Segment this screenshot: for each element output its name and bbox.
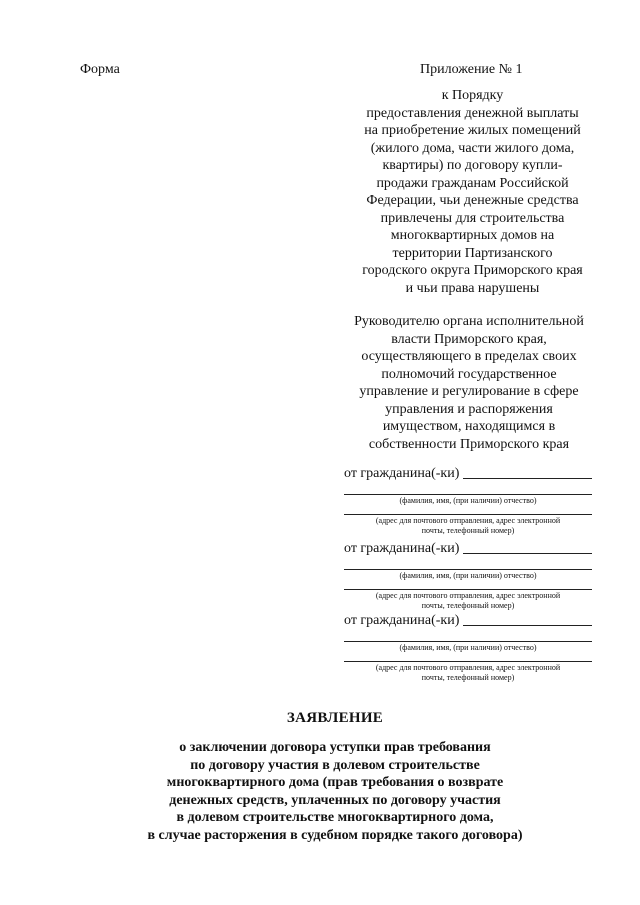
addressee-line: имуществом, находящимся в [382, 419, 556, 434]
appendix-line: предоставления денежной выплаты [366, 105, 579, 121]
address-caption-line: (адрес для почтового отправления, адрес электронной [375, 663, 561, 672]
subject-line: о заключении договора уступки прав требования [179, 740, 491, 755]
appendix-line: Федерации, чьи денежные средства [366, 193, 579, 208]
applicant-name-field-short[interactable] [463, 553, 592, 554]
appendix-line: многоквартирных домов на [390, 228, 555, 243]
address-caption-line: (адрес для почтового отправления, адрес электронной [375, 591, 561, 600]
applicant-address-field[interactable] [344, 506, 592, 515]
addressee-line: управление и регулирование в сфере [359, 384, 579, 399]
applicant-name-caption: (фамилия, имя, (при наличии) отчество) [399, 643, 537, 652]
form-label: Форма [80, 62, 120, 77]
addressee-block [340, 313, 598, 453]
address-caption-line: почты, телефонный номер) [421, 673, 515, 682]
appendix-line: продажи гражданам Российской [376, 175, 569, 191]
appendix-line: к Порядку [441, 88, 504, 103]
appendix-line: привлечены для строительства [380, 210, 565, 226]
applicant-name-caption: (фамилия, имя, (при наличии) отчество) [399, 496, 537, 505]
applicant-block [344, 609, 592, 683]
applicant-block [344, 537, 592, 611]
address-caption-line: (адрес для почтового отправления, адрес электронной [375, 516, 561, 525]
addressee-line: управления и распоряжения [385, 401, 553, 417]
applicant-from-label: от гражданина(-ки) [344, 613, 460, 628]
address-caption-line: почты, телефонный номер) [421, 601, 515, 610]
appendix-line: квартиры) по договору купли- [382, 158, 563, 173]
applicant-address-field[interactable] [344, 653, 592, 662]
appendix-line: (жилого дома, части жилого дома, [370, 140, 575, 156]
subject-line: многоквартирного дома (прав требования о возврате [166, 775, 504, 790]
appendix-line: территории Партизанского [392, 245, 553, 261]
address-caption-line: почты, телефонный номер) [421, 526, 515, 535]
applicant-name-field[interactable] [344, 629, 592, 642]
applicant-address-field[interactable] [344, 581, 592, 590]
applicant-address-caption [344, 663, 592, 683]
applicant-block [344, 462, 592, 536]
applicant-address-caption [344, 591, 592, 611]
appendix-line: и чьи права нарушены [405, 280, 540, 296]
applicant-name-field[interactable] [344, 482, 592, 495]
applicant-name-field[interactable] [344, 557, 592, 570]
document-title: ЗАЯВЛЕНИЕ [286, 710, 384, 726]
addressee-line: осуществляющего в пределах своих [361, 349, 577, 364]
applicant-name-field-short[interactable] [463, 625, 592, 626]
appendix-number: Приложение № 1 [420, 62, 523, 77]
applicant-from-label: от гражданина(-ки) [344, 466, 460, 481]
subject-line: денежных средств, уплаченных по договору участия [169, 792, 501, 808]
document-subject [100, 739, 570, 844]
subject-line: в долевом строительстве многоквартирного дома, [176, 810, 494, 825]
applicant-name-caption: (фамилия, имя, (при наличии) отчество) [399, 571, 537, 580]
addressee-line: Руководителю органа исполнительной [354, 314, 584, 329]
addressee-line: собственности Приморского края [368, 436, 570, 452]
applicant-from-label: от гражданина(-ки) [344, 541, 460, 556]
appendix-line: на приобретение жилых помещений [364, 123, 581, 138]
applicant-from-row [344, 462, 592, 482]
applicant-from-row [344, 537, 592, 557]
subject-line: по договору участия в долевом строительстве [190, 757, 480, 773]
applicant-name-field-short[interactable] [463, 478, 592, 479]
applicant-address-caption [344, 516, 592, 536]
appendix-line: городского округа Приморского края [362, 263, 583, 278]
addressee-line: полномочий государственное [381, 366, 557, 382]
appendix-description [345, 87, 600, 297]
addressee-line: власти Приморского края, [391, 331, 547, 347]
subject-line: в случае расторжения в судебном порядке такого договора) [147, 827, 523, 843]
applicant-from-row [344, 609, 592, 629]
